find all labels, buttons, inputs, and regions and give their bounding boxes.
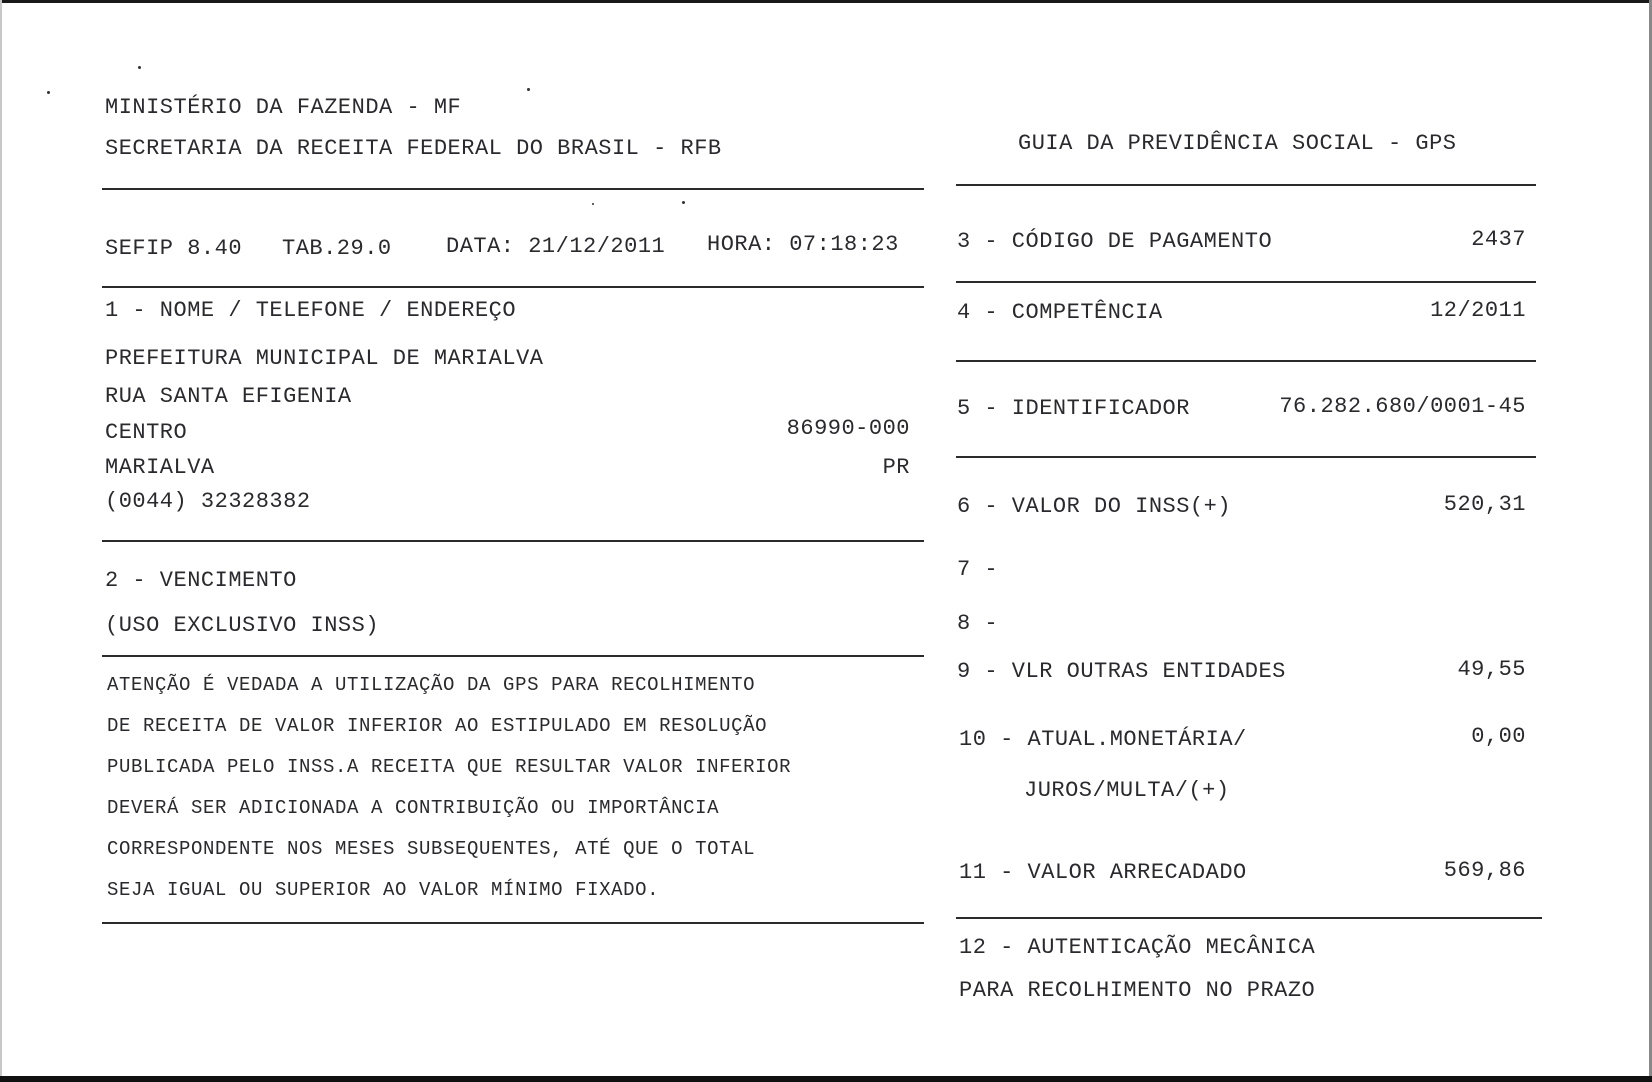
field-4-label: 4 - COMPETÊNCIA: [957, 300, 1163, 325]
secretariat-title: SECRETARIA DA RECEITA FEDERAL DO BRASIL - RFB: [105, 136, 722, 161]
scan-speck: [527, 88, 530, 91]
divider: [102, 922, 924, 924]
page-top-edge: [0, 0, 1652, 3]
notice-line: DEVERÁ SER ADICIONADA A CONTRIBUIÇÃO OU IMPORTÂNCIA: [107, 797, 720, 819]
payer-street: RUA SANTA EFIGENIA: [105, 384, 352, 409]
field-4-value: 12/2011: [1430, 298, 1526, 323]
field-2-label: 2 - VENCIMENTO: [105, 568, 297, 593]
field-5-value: 76.282.680/0001-45: [1279, 394, 1526, 419]
field-3-value: 2437: [1471, 227, 1526, 252]
sefip-version: SEFIP 8.40: [105, 236, 243, 261]
notice-line: PUBLICADA PELO INSS.A RECEITA QUE RESULTAR VALOR INFERIOR: [107, 756, 792, 778]
payer-name: PREFEITURA MUNICIPAL DE MARIALVA: [105, 346, 544, 371]
field-2-note: (USO EXCLUSIVO INSS): [105, 613, 380, 638]
emission-time: HORA: 07:18:23: [707, 232, 899, 257]
divider: [956, 184, 1536, 186]
scan-speck: [682, 201, 685, 204]
field-11-label: 11 - VALOR ARRECADADO: [959, 860, 1247, 885]
field-12-note: PARA RECOLHIMENTO NO PRAZO: [959, 978, 1316, 1003]
payer-city: MARIALVA: [105, 455, 215, 480]
field-8-label: 8 -: [957, 611, 999, 636]
divider: [102, 188, 924, 190]
field-5-label: 5 - IDENTIFICADOR: [957, 396, 1190, 421]
divider: [102, 286, 924, 288]
divider: [956, 281, 1536, 283]
notice-line: ATENÇÃO É VEDADA A UTILIZAÇÃO DA GPS PARA RECOLHIMENTO: [107, 674, 756, 696]
field-9-value: 49,55: [1457, 657, 1526, 682]
page-left-edge: [0, 0, 2, 1082]
field-6-value: 520,31: [1443, 492, 1526, 517]
field-12-label: 12 - AUTENTICAÇÃO MECÂNICA: [959, 935, 1316, 960]
field-6-label: 6 - VALOR DO INSS(+): [957, 494, 1232, 519]
payer-phone: (0044) 32328382: [105, 489, 311, 514]
scan-speck: [47, 91, 50, 94]
notice-line: CORRESPONDENTE NOS MESES SUBSEQUENTES, ATÉ QUE O TOTAL: [107, 838, 756, 860]
field-3-label: 3 - CÓDIGO DE PAGAMENTO: [957, 229, 1273, 254]
field-10-label-cont: JUROS/MULTA/(+): [1024, 778, 1230, 803]
divider: [956, 456, 1536, 458]
table-version: TAB.29.0: [282, 236, 392, 261]
ministry-title: MINISTÉRIO DA FAZENDA - MF: [105, 95, 462, 120]
page-bottom-edge: [0, 1076, 1652, 1082]
field-9-label: 9 - VLR OUTRAS ENTIDADES: [957, 659, 1286, 684]
notice-line: DE RECEITA DE VALOR INFERIOR AO ESTIPULADO EM RESOLUÇÃO: [107, 715, 768, 737]
payer-district: CENTRO: [105, 420, 188, 445]
emission-date: DATA: 21/12/2011: [446, 234, 666, 259]
payer-cep: 86990-000: [786, 416, 910, 441]
divider: [956, 917, 1542, 919]
field-7-label: 7 -: [957, 557, 999, 582]
divider: [102, 540, 924, 542]
field-10-label: 10 - ATUAL.MONETÁRIA/: [959, 727, 1247, 752]
divider: [956, 360, 1536, 362]
scan-speck: [592, 203, 594, 205]
field-11-value: 569,86: [1443, 858, 1526, 883]
scan-speck: [138, 66, 141, 69]
notice-line: SEJA IGUAL OU SUPERIOR AO VALOR MÍNIMO FIXADO.: [107, 879, 660, 901]
divider: [102, 655, 924, 657]
field-10-value: 0,00: [1471, 724, 1526, 749]
payer-state: PR: [882, 455, 910, 480]
field-1-label: 1 - NOME / TELEFONE / ENDEREÇO: [105, 298, 517, 323]
form-title: GUIA DA PREVIDÊNCIA SOCIAL - GPS: [1018, 131, 1457, 156]
